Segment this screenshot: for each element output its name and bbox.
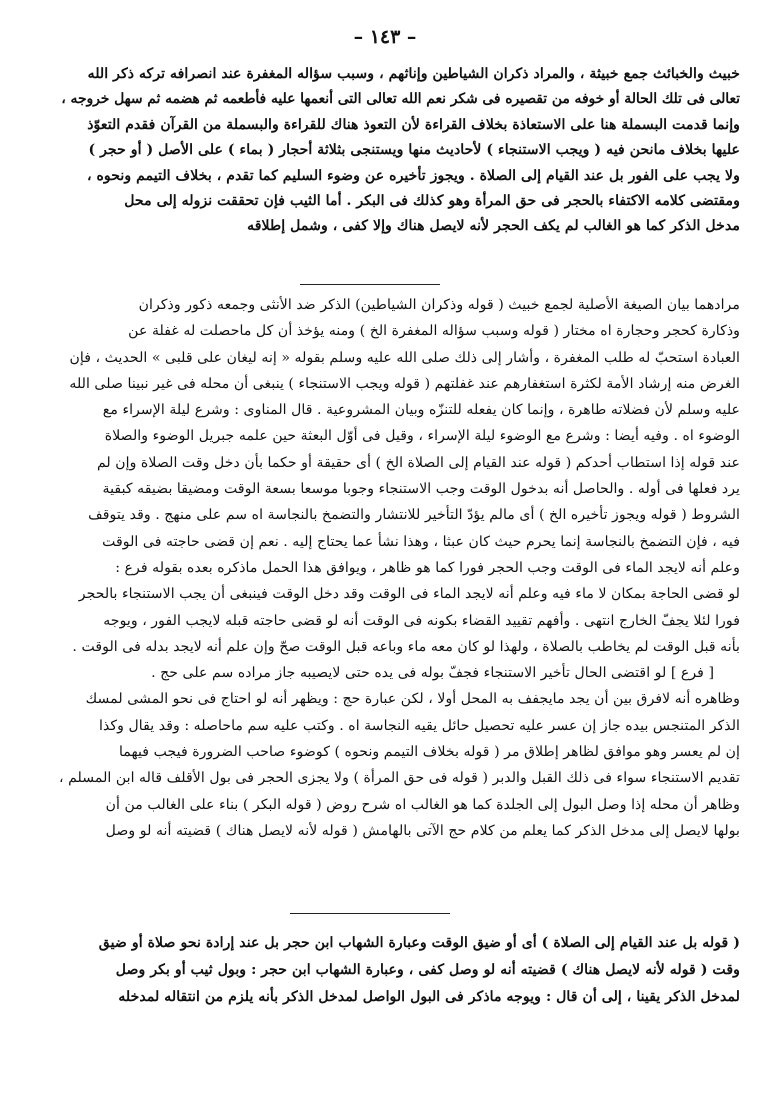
main-line: عليها بخلاف مانحن فيه ( ويجب الاستنجاء ) لأحاديث منها ويستنجى بثلاثة أحجار ( بماء ) على الأصل ( أو حجر ) [88, 142, 740, 159]
gloss-line: بأنه قبل الوقت لم يخاطب بالصلاة ، ولهذا لو كان معه ماء وباعه قبل الوقت صحّ وإن علم أنه لايجد بدله فى الوقت . [72, 638, 740, 655]
footnote-line: ( قوله بل عند القيام إلى الصلاة ) أى أو ضيق الوقت وعبارة الشهاب ابن حجر بل عند إرادة نحو صلاة أو ضيق [98, 935, 740, 951]
footnote-line: وقت ( قوله لأنه لايصل هناك ) قضيته أنه لو وصل كفى ، وعبارة الشهاب ابن حجر : وبول ثيب أو بكر وصل [115, 962, 740, 978]
page-number: – ١٤٣ – [353, 26, 417, 48]
section-divider [290, 913, 450, 914]
gloss-line: مرادهما بيان الصيغة الأصلية لجمع خبيث ( قوله وذكران الشياطين) الذكر ضد الأنثى وجمعه ذكور وذكران [138, 297, 740, 313]
gloss-line: الشروط ( قوله ويجوز تأخيره الخ ) أى مالم يؤدّ التأخير للانتشار والتضمخ بالنجاسة اه سم على منهج . وقد يتوقف [88, 507, 740, 524]
gloss-line: إن لم يعسر وهو موافق لظاهر إطلاق مر ( قوله بخلاف التيمم ونحوه ) كوضوء صاحب الضرورة فيجب فيهما [118, 744, 740, 761]
gloss-line: الذكر المتنجس بيده جاز إن عسر عليه تحصيل حائل يقيه النجاسة اه . وكتب عليه سم ماحاصله : وقد يقال وكذا [99, 717, 740, 734]
gloss-line: تقديم الاستنجاء سواء فى ذلك القبل والدبر ( قوله فى حق المرأة ) ولا يجزى الحجر فى بول الأقلف قاله ابن المسلم ، [59, 770, 740, 787]
gloss-line: الوضوء اه . وفيه أيضا : وشرع مع الوضوء ليلة الإسراء ، وقيل فى أوّل البعثة حين علمه جبريل الوضوء والصلاة [104, 428, 740, 445]
gloss-text [58, 292, 740, 844]
gloss-line: عليه وسلم لأن فضلاته طاهرة ، وإنما كان يفعله للتنزّه وبيان المشروعية . قال المناوى : وشرع ليلة الإسراء مع [102, 402, 740, 419]
main-text [58, 62, 740, 240]
main-line: وإنما قدمت البسملة هنا على الاستعاذة بخلاف القراءة لأن التعوذ هناك للقراءة والبسملة من القرآن فقدم التعوّذ [87, 116, 740, 133]
gloss-line: وعلم أنه لايجد الماء فى الوقت وجب الحجر فورا كما هو ظاهر ، ويوافق هذا الحمل ماذكره بعده بقوله فرع : [115, 559, 740, 576]
gloss-line: فورا لئلا يجفّ الخارج انتهى . وأفهم تقييد القضاء بكونه فى الوقت أنه لو قضى حاجته قبله لايجب الفور ، ويوجه [103, 612, 740, 629]
main-line: خبيث والخبائث جمع خبيثة ، والمراد ذكران الشياطين وإناثهم ، وسبب سؤاله المغفرة عند انصرافه تركه ذكر الله [87, 66, 740, 82]
footnote-text [58, 930, 740, 1011]
main-line: ولا يجب على الفور بل عند القيام إلى الصلاة . ويجوز تأخيره عن وضوء السليم كما تقدم ، بخلاف التيمم ونحوه ، [86, 167, 740, 184]
gloss-line: وظاهره أنه لافرق بين أن يجد مايجفف به المحل أولا ، لكن عبارة حج : ويظهر أنه لو احتاج فى نحو المشى لمسك [85, 691, 740, 708]
main-line: ومقتضى كلامه الاكتفاء بالحجر فى حق المرأة وهو كذلك فى البكر . أما الثيب فإن تحققت نزوله إلى محل [124, 193, 740, 210]
gloss-line: بولها لايصل إلى مدخل الذكر كما يعلم من كلام حج الآتى بالهامش ( قوله لأنه لايصل هناك ) قضيته أنه لو وصل [105, 822, 740, 839]
gloss-line: يرد فعلها فى أوله . والحاصل أنه بدخول الوقت وجب الاستنجاء وجوبا موسعا بسعة الوقت ومضيقا بضيقه كبقية [102, 481, 740, 498]
gloss-line: لو قضى الحاجة بمكان لا ماء فيه وعلم أنه لايجد الماء فى الوقت وقد دخل الوقت فينبغى أن يجب الاستنجاء بالحجر [78, 586, 740, 603]
gloss-line: العبادة استحبّ له طلب المغفرة ، وأشار إلى ذلك صلى الله عليه وسلم بقوله « إنه ليغان على قلبى » الحديث ، فإن [69, 349, 740, 366]
main-line: مدخل الذكر كما هو الغالب لم يكف الحجر لأنه لايصل هناك وإلا كفى ، وشمل إطلاقه [247, 218, 740, 235]
gloss-line: [ فرع ] لو اقتضى الحال تأخير الاستنجاء فجفّ بوله فى يده حتى لايصيبه جاز مراده سم على حج . [151, 665, 714, 682]
gloss-line: عند قوله إذا استطاب أحدكم ( قوله عند القيام إلى الصلاة الخ ) أى حقيقة أو حكما بأن دخل وقت الصلاة وإن لم [96, 454, 740, 471]
gloss-line: فيه ، فإن التضمخ بالنجاسة إنما يحرم حيث كان عبثا ، وهذا نشأ عما يحتاج إليه . نعم إن قضى حاجته فى الوقت [102, 533, 740, 550]
gloss-line: وذكارة كحجر وحجارة اه مختار ( قوله وسبب سؤاله المغفرة الخ ) ومنه يؤخذ أن كل ماحصلت له غفلة عن [128, 323, 740, 340]
section-divider [300, 284, 440, 285]
footnote-line: لمدخل الذكر يقينا ، إلى أن قال : ويوجه ماذكر فى البول الواصل لمدخل الذكر بأنه يلزم من انتقاله لمدخله [118, 989, 740, 1005]
main-line: تعالى فى تلك الحالة أو خوفه من تقصيره فى شكر نعم الله تعالى التى أنعمها عليه فأطعمه ثم هضمه ثم سهل خروجه ، [61, 91, 740, 108]
gloss-line: الغرض منه إرشاد الأمة لكثرة استغفارهم عند غفلتهم ( قوله ويجب الاستنجاء ) ينبغى أن محله فى غير نبينا صلى الله [69, 375, 740, 392]
gloss-line: وظاهر أن محله إذا وصل البول إلى الجلدة كما هو الغالب اه شرح روض ( قوله البكر ) بناء على الغالب من أن [105, 796, 740, 813]
